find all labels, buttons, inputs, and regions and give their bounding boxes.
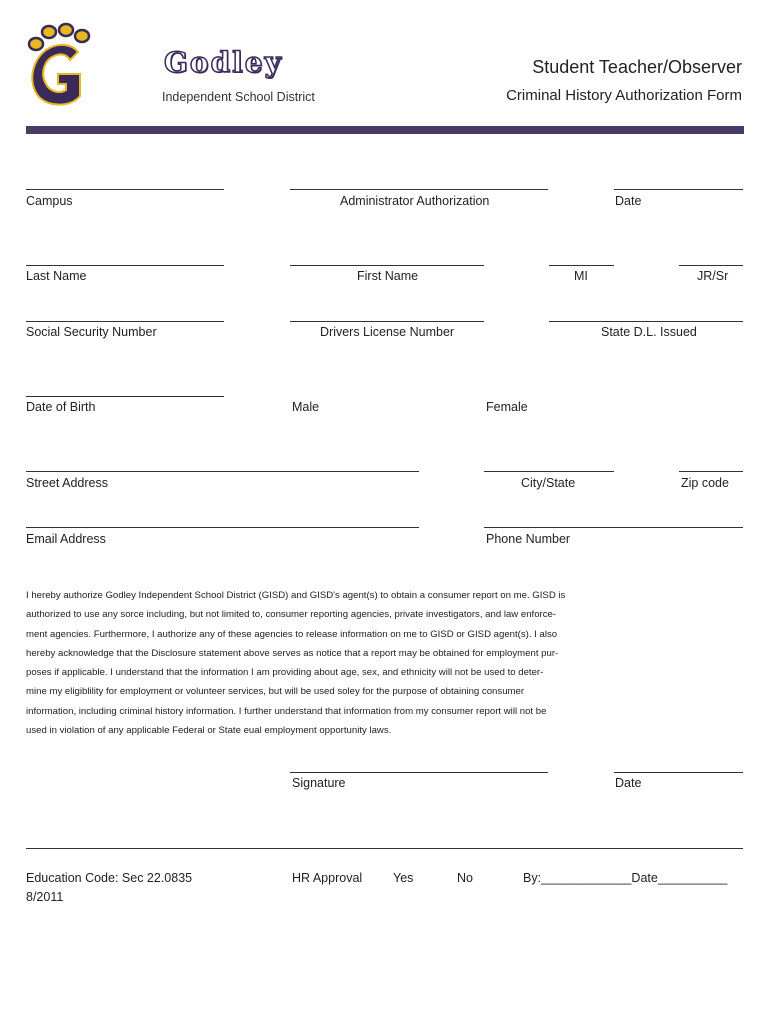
authorization-line: authorized to use any sorce including, but not limited to, consumer reporting agencies, private investigators, and law enforce- bbox=[26, 609, 557, 621]
street-line[interactable] bbox=[26, 471, 419, 472]
authorization-line: poses if applicable. I understand that the information I am providing about age, sex, and ethnicity will not be used to deter- bbox=[26, 667, 544, 679]
signature-date-label: Date bbox=[615, 776, 642, 790]
hr-approval-label: HR Approval bbox=[292, 871, 363, 885]
mi-line[interactable] bbox=[549, 265, 614, 266]
footer-divider bbox=[26, 848, 743, 849]
city-state-label: City/State bbox=[521, 476, 576, 490]
email-line[interactable] bbox=[26, 527, 419, 528]
male-option[interactable]: Male bbox=[292, 400, 320, 414]
dl-number-label: Drivers License Number bbox=[320, 325, 455, 339]
ssn-line[interactable] bbox=[26, 321, 224, 322]
phone-label: Phone Number bbox=[486, 532, 571, 546]
signature-line[interactable] bbox=[290, 772, 548, 773]
last-name-line[interactable] bbox=[26, 265, 224, 266]
street-label: Street Address bbox=[26, 476, 108, 490]
dl-state-label: State D.L. Issued bbox=[601, 325, 697, 339]
authorization-line: I hereby authorize Godley Independent School District (GISD) and GISD's agent(s) to obtain a consumer report on me. GISD is bbox=[26, 590, 566, 601]
header-divider bbox=[26, 126, 744, 134]
authorization-line: mine my eligiblility for employment or volunteer services, but will be used soley for the purpose of obtaining consumer bbox=[26, 686, 525, 698]
authorization-line: ment agencies. Furthermore, I authorize any of these agencies to release information on me to GISD or GISD agent(s). I also bbox=[26, 628, 558, 640]
signature-label: Signature bbox=[292, 776, 346, 790]
zip-line[interactable] bbox=[679, 471, 743, 472]
email-label: Email Address bbox=[26, 532, 106, 546]
phone-line[interactable] bbox=[484, 527, 743, 528]
dob-label: Date of Birth bbox=[26, 400, 96, 414]
authorization-text bbox=[26, 586, 616, 740]
hr-no-option[interactable]: No bbox=[457, 871, 473, 885]
mi-label: MI bbox=[574, 269, 588, 283]
city-state-line[interactable] bbox=[484, 471, 614, 472]
date-label: Date bbox=[615, 194, 642, 208]
suffix-label: JR/Sr bbox=[697, 269, 729, 283]
admin-authorization-line[interactable] bbox=[290, 189, 548, 190]
signature-date-line[interactable] bbox=[614, 772, 743, 773]
first-name-line[interactable] bbox=[290, 265, 484, 266]
district-name: Independent School District bbox=[162, 90, 315, 104]
authorization-line: used in violation of any applicable Federal or State eual employment opportunity laws. bbox=[26, 725, 392, 737]
date-line[interactable] bbox=[614, 189, 743, 190]
campus-label: Campus bbox=[26, 194, 73, 208]
ssn-label: Social Security Number bbox=[26, 325, 157, 339]
authorization-line: information, including criminal history information. I further understand that information from my consumer report will not be bbox=[26, 705, 547, 717]
hr-yes-option[interactable]: Yes bbox=[393, 871, 414, 885]
first-name-label: First Name bbox=[357, 269, 419, 283]
last-name-label: Last Name bbox=[26, 269, 87, 283]
revision-date: 8/2011 bbox=[26, 890, 64, 904]
godley-logo bbox=[22, 22, 98, 108]
brand-name: Godley bbox=[164, 46, 283, 79]
form-title-line1: Student Teacher/Observer bbox=[532, 57, 742, 77]
dob-line[interactable] bbox=[26, 396, 224, 397]
suffix-line[interactable] bbox=[679, 265, 743, 266]
dl-number-line[interactable] bbox=[290, 321, 484, 322]
education-code: Education Code: Sec 22.0835 bbox=[26, 871, 193, 885]
dl-state-line[interactable] bbox=[549, 321, 743, 322]
form-title-line2: Criminal History Authorization Form bbox=[506, 87, 742, 104]
admin-authorization-label: Administrator Authorization bbox=[340, 194, 490, 208]
by-date-field[interactable]: By:_____________Date__________ bbox=[523, 871, 728, 885]
campus-line[interactable] bbox=[26, 189, 224, 190]
authorization-line: hereby acknowledge that the Disclosure statement above serves as notice that a report may be obtained for employment pur- bbox=[26, 647, 559, 659]
female-option[interactable]: Female bbox=[486, 400, 528, 414]
zip-label: Zip code bbox=[681, 476, 729, 490]
